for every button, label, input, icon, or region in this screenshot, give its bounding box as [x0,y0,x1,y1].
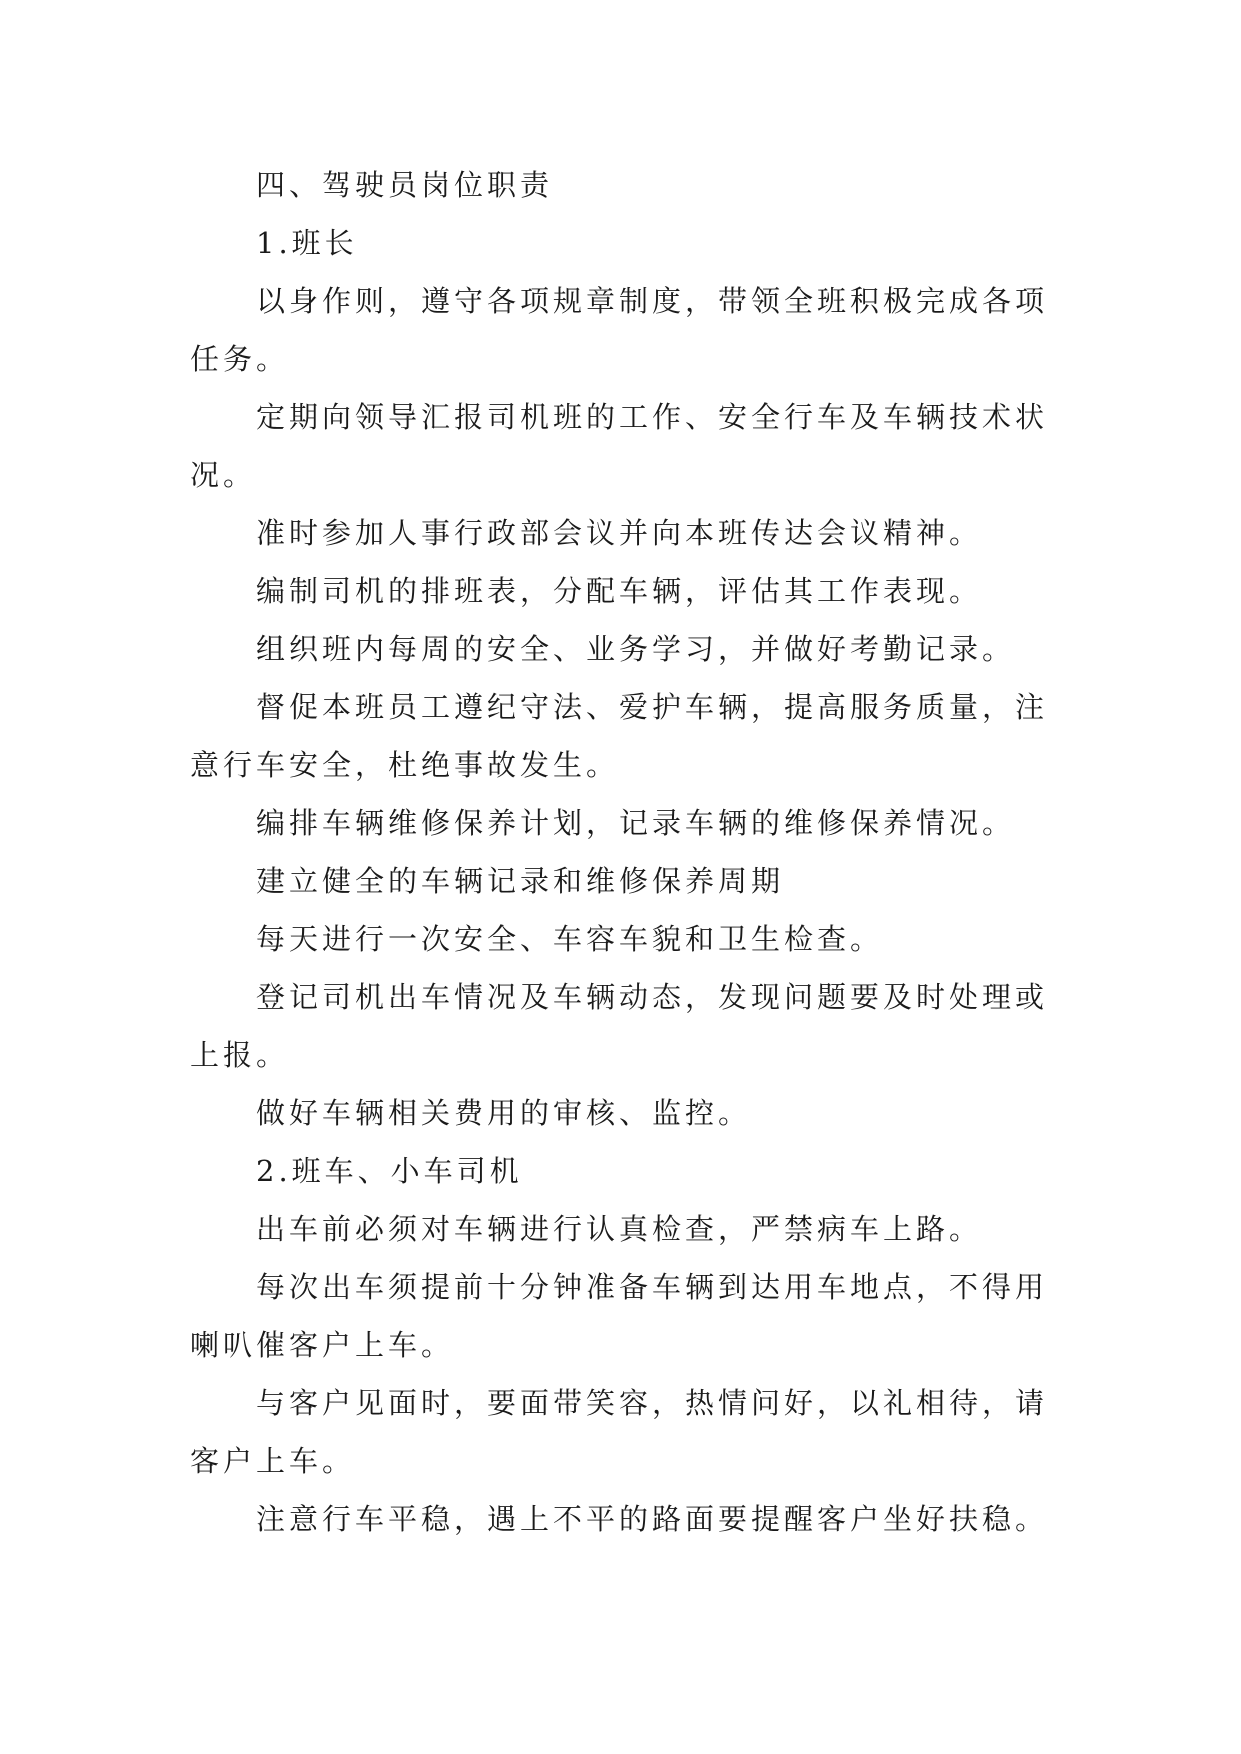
paragraph: 登记司机出车情况及车辆动态，发现问题要及时处理或上报。 [190,980,1049,1072]
paragraph: 与客户见面时，要面带笑容，热情问好，以礼相待，请客户上车。 [190,1386,1049,1478]
paragraph: 准时参加人事行政部会议并向本班传达会议精神。 [256,516,983,550]
paragraph: 建立健全的车辆记录和维修保养周期 [256,864,785,898]
paragraph: 出车前必须对车辆进行认真检查，严禁病车上路。 [256,1212,983,1246]
document-body [190,156,1064,1548]
paragraph: 每天进行一次安全、车容车貌和卫生检查。 [256,922,884,956]
paragraph: 组织班内每周的安全、业务学习，并做好考勤记录。 [256,632,1016,666]
subsection-heading: 2.班车、小车司机 [256,1154,523,1188]
paragraph: 注意行车平稳，遇上不平的路面要提醒客户坐好扶稳。 [256,1502,1049,1536]
paragraph: 定期向领导汇报司机班的工作、安全行车及车辆技术状况。 [190,400,1049,492]
paragraph: 做好车辆相关费用的审核、监控。 [256,1096,752,1130]
paragraph: 每次出车须提前十分钟准备车辆到达用车地点，不得用喇叭催客户上车。 [190,1270,1049,1362]
section-heading: 四、驾驶员岗位职责 [256,168,554,202]
paragraph: 编制司机的排班表，分配车辆，评估其工作表现。 [256,574,983,608]
subsection-heading: 1.班长 [256,226,358,260]
paragraph: 以身作则，遵守各项规章制度，带领全班积极完成各项任务。 [190,284,1049,376]
paragraph: 编排车辆维修保养计划，记录车辆的维修保养情况。 [256,806,1016,840]
paragraph: 督促本班员工遵纪守法、爱护车辆，提高服务质量，注意行车安全，杜绝事故发生。 [190,690,1049,782]
